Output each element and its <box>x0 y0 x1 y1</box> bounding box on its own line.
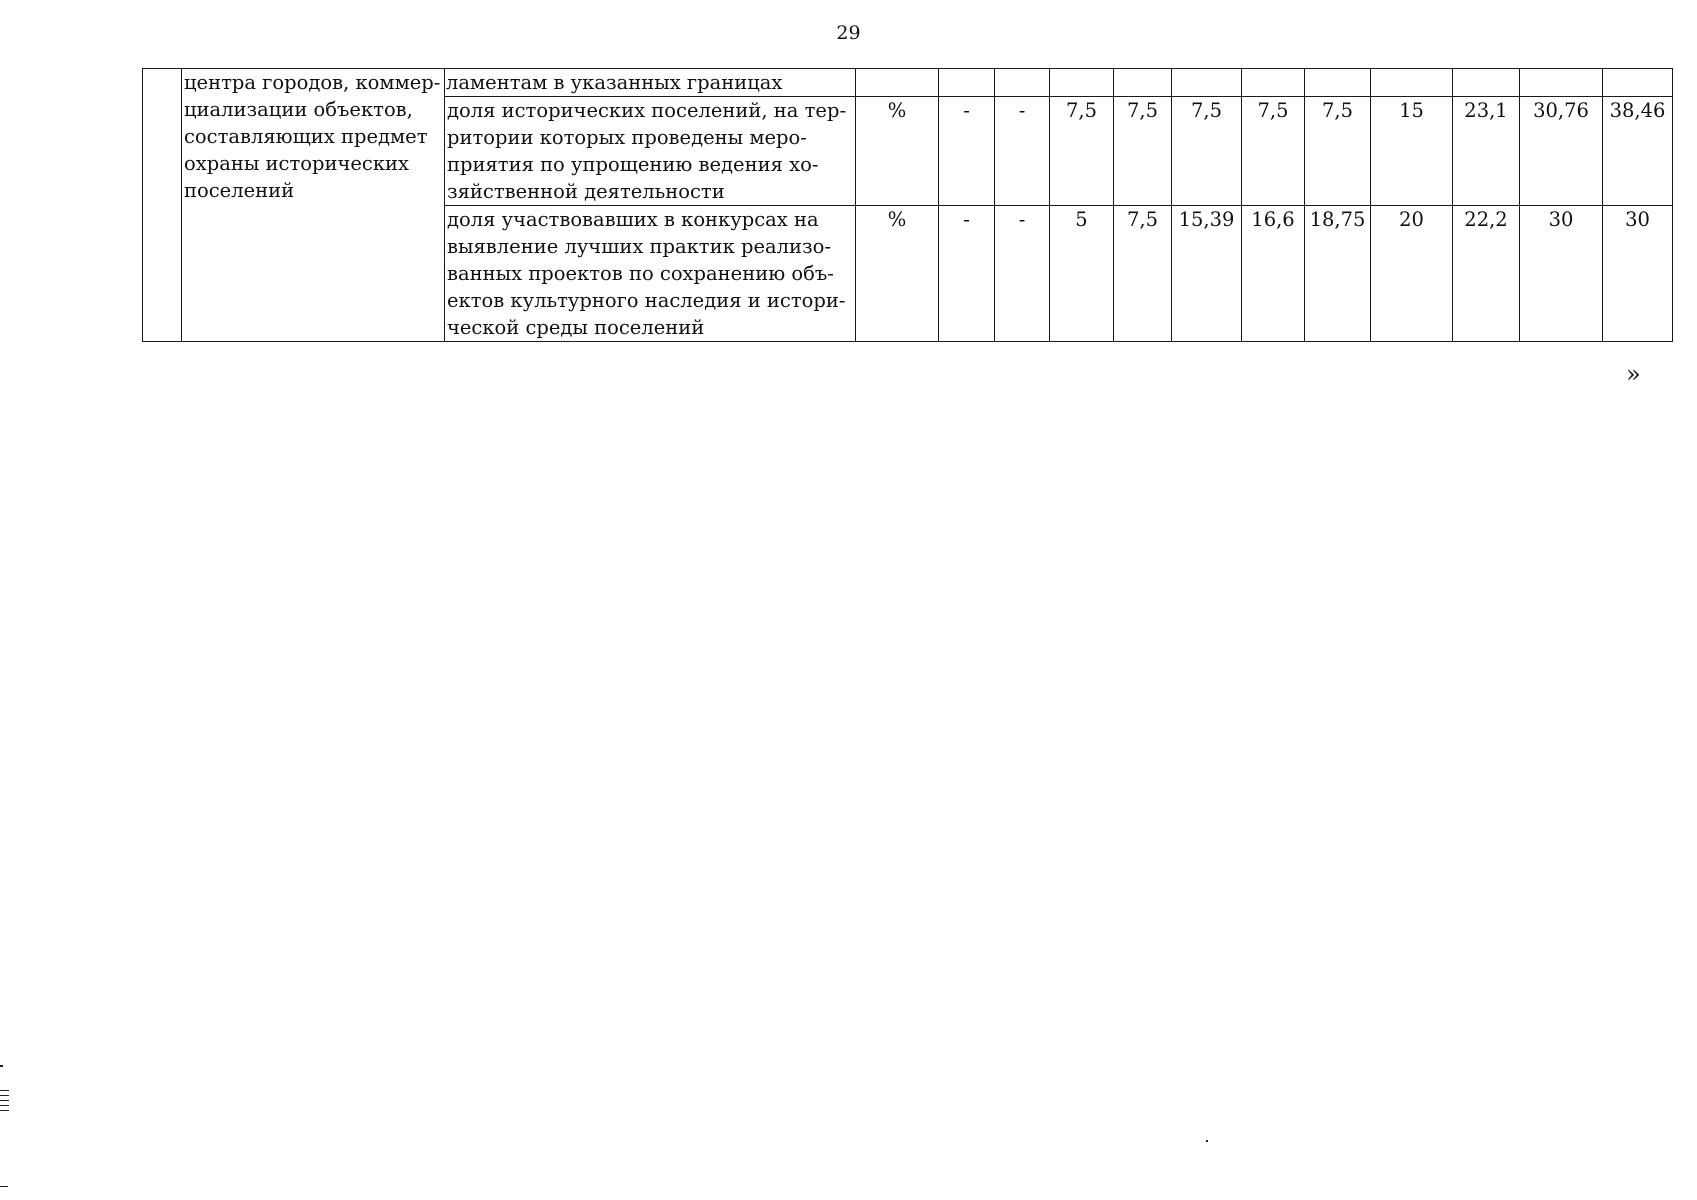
value-cell: - <box>995 206 1050 342</box>
empty-cell <box>856 69 939 97</box>
goal-cell: центра городов, коммер-циализации объектов, составляющих предмет охраны исторических поселений <box>182 69 445 342</box>
unit-cell: % <box>856 97 939 206</box>
row-number-cell <box>143 69 182 342</box>
value-cell: - <box>995 97 1050 206</box>
value-cell: 7,5 <box>1050 97 1114 206</box>
empty-cell <box>1172 69 1242 97</box>
value-cell: 30,76 <box>1520 97 1603 206</box>
value-cell: 22,2 <box>1453 206 1520 342</box>
value-cell: 30 <box>1603 206 1673 342</box>
value-cell: 7,5 <box>1114 206 1172 342</box>
empty-cell <box>1242 69 1305 97</box>
page-number: 29 <box>836 22 861 44</box>
unit-cell: % <box>856 206 939 342</box>
empty-cell <box>1453 69 1520 97</box>
value-cell: - <box>939 206 995 342</box>
value-cell: 15,39 <box>1172 206 1242 342</box>
value-cell: 16,6 <box>1242 206 1305 342</box>
empty-cell <box>1371 69 1453 97</box>
value-cell: 7,5 <box>1114 97 1172 206</box>
empty-cell <box>1603 69 1673 97</box>
value-cell: 5 <box>1050 206 1114 342</box>
indicator-cell: доля исторических поселений, на тер-ритории которых проведены меро-приятия по упрощению ведения хо-зяйственной деятельности <box>445 97 856 206</box>
empty-cell <box>1520 69 1603 97</box>
empty-cell <box>1305 69 1371 97</box>
value-cell: 7,5 <box>1172 97 1242 206</box>
value-cell: - <box>939 97 995 206</box>
empty-cell <box>1114 69 1172 97</box>
empty-cell <box>939 69 995 97</box>
closing-quote: » <box>1626 360 1641 388</box>
value-cell: 20 <box>1371 206 1453 342</box>
indicator-cell: доля участвовавших в конкурсах на выявление лучших практик реализо-ванных проектов по сохранению объ-ектов культурного наследия и истори-ческой среды поселений <box>445 206 856 342</box>
indicators-table <box>142 68 1673 342</box>
value-cell: 7,5 <box>1305 97 1371 206</box>
value-cell: 23,1 <box>1453 97 1520 206</box>
value-cell: 18,75 <box>1305 206 1371 342</box>
value-cell: 30 <box>1520 206 1603 342</box>
empty-cell <box>995 69 1050 97</box>
value-cell: 7,5 <box>1242 97 1305 206</box>
value-cell: 38,46 <box>1603 97 1673 206</box>
table-row-continued <box>143 69 1673 97</box>
value-cell: 15 <box>1371 97 1453 206</box>
continued-indicator-cell: ламентам в указанных границах <box>445 69 856 97</box>
empty-cell <box>1050 69 1114 97</box>
